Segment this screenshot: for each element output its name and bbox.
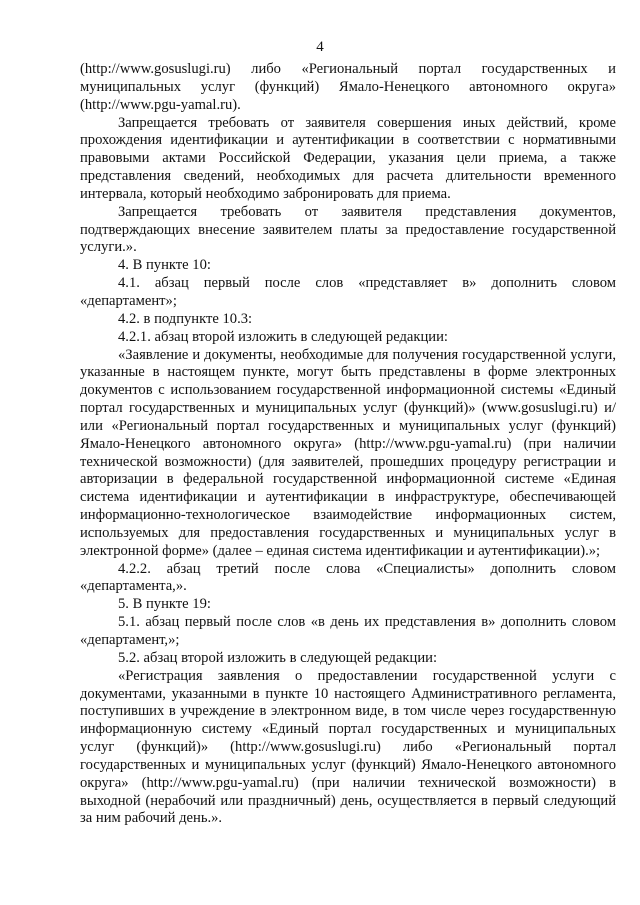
paragraph-quote-application: «Заявление и документы, необходимые для получения государственной услуги, указанные в настоящем пункте, могут быть представлены в форме электронных документов с использованием государственной информационной системы «Единый портал государственных и муниципальных услуг (функций)» (www.gosuslugi.ru) и/или «Региональный портал государственных и муниципальных услуг (функций) Ямало-Ненецкого автономного округа» (http://www.pgu-yamal.ru) (при наличии технической возможности) (для заявителей, прошедших процедуру регистрации и авторизации в федеральной государственной информационной системе «Единая система идентификации и аутентификации в инфраструктуре, обеспечивающей информационно-технологическое взаимодействие информационных систем, используемых для предоставления государственных и муниципальных услуг в электронной форме» (далее – единая система идентификации и аутентификации).»;	[80, 346, 616, 559]
page-number: 4	[316, 39, 324, 55]
paragraph-item-4: 4. В пункте 10:	[118, 257, 211, 274]
paragraph-item-4-2-1: 4.2.1. абзац второй изложить в следующей редакции:	[118, 328, 448, 345]
paragraph-item-4-2-2: 4.2.2. абзац третий после слова «Специалисты» дополнить словом «департамента,».	[80, 560, 616, 595]
paragraph-item-4-1: 4.1. абзац первый после слов «представляет в» дополнить словом «департамент»;	[80, 275, 616, 309]
paragraph-quote-registration: «Регистрация заявления о предоставлении государственной услуги с документами, указанными в пункте 10 настоящего Административного регламента, поступивших в учреждение в электронном виде, в том числе через государственную информационную систему «Единый портал государственных и муниципальных услуг (функций)» (http://www.gosuslugi.ru) либо «Региональный портал государственных и муниципальных услуг (функций) Ямало-Ненецкого автономного округа» (http://www.pgu-yamal.ru) (при наличии технической возможности) в выходной (нерабочий или праздничный) день, осуществляется в первый следующий за ним рабочий день.».	[80, 667, 616, 827]
paragraph-item-5: 5. В пункте 19:	[118, 596, 211, 613]
document-body	[80, 61, 616, 828]
paragraph-continuation-portals: (http://www.gosuslugi.ru) либо «Региональный портал государственных и муниципальных услуг (функций) Ямало-Ненецкого автономного округа» (http://www.pgu-yamal.ru).	[80, 61, 616, 113]
paragraph-item-4-2: 4.2. в подпункте 10.3:	[118, 310, 253, 327]
paragraph-prohibition-actions: Запрещается требовать от заявителя совершения иных действий, кроме прохождения идентификации и аутентификации в соответствии с нормативными правовыми актами Российской Федерации, указания цели приема, а также представления сведений, необходимых для расчета длительности временного интервала, который необходимо забронировать для приема.	[80, 114, 616, 202]
paragraph-item-5-1: 5.1. абзац первый после слов «в день их представления в» дополнить словом «департамент,»;	[80, 614, 616, 648]
paragraph-prohibition-payment-docs: Запрещается требовать от заявителя представления документов, подтверждающих внесение заявителем платы за предоставление государственной услуги.».	[80, 203, 616, 256]
paragraph-item-5-2: 5.2. абзац второй изложить в следующей редакции:	[118, 649, 438, 666]
